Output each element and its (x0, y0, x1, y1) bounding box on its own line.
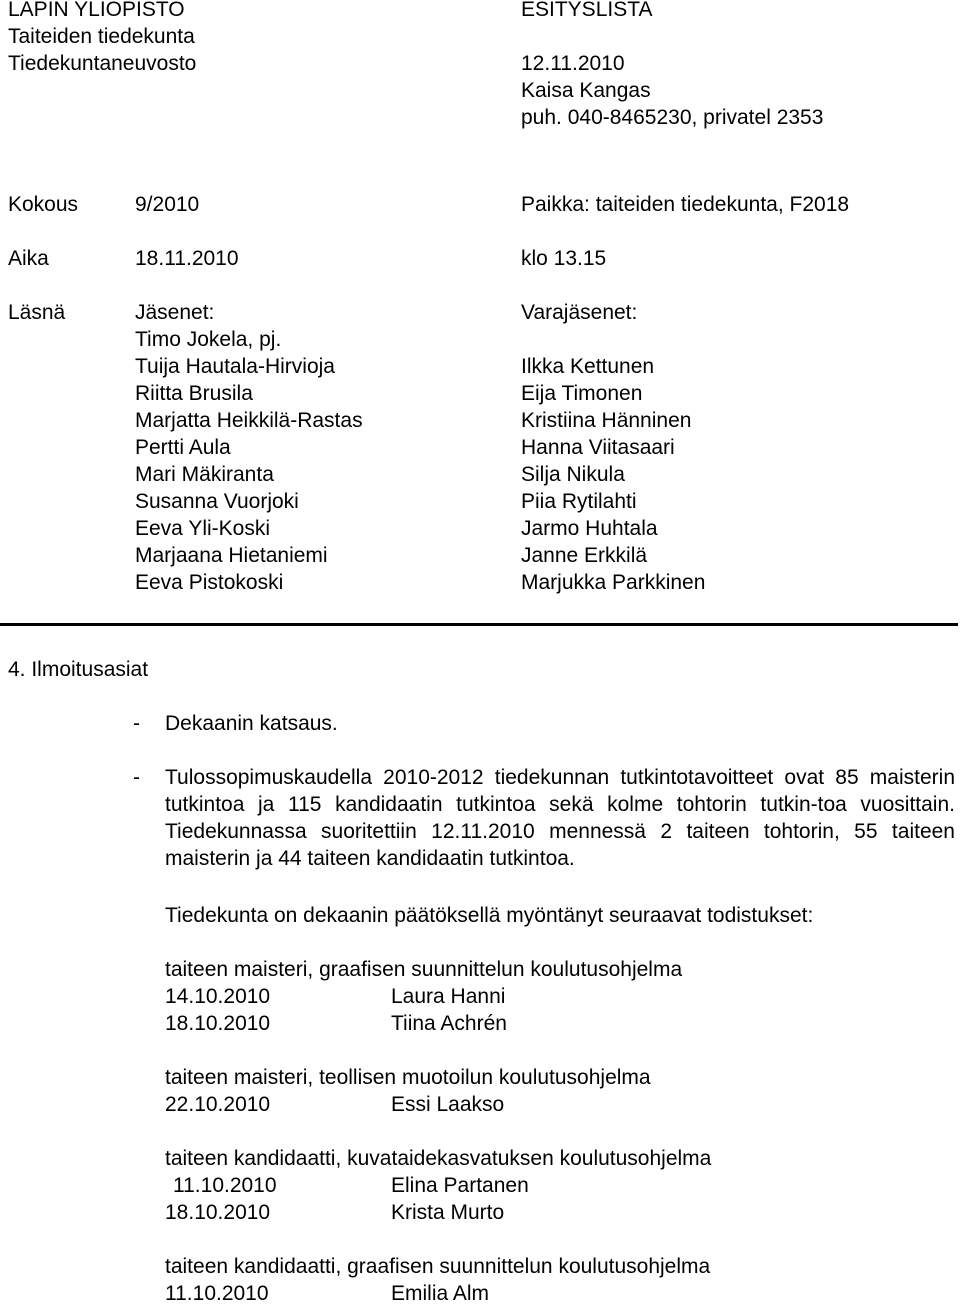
contact-name: Kaisa Kangas (521, 79, 651, 102)
present-label: Läsnä (8, 301, 66, 324)
member-name: Riitta Brusila (135, 382, 253, 405)
members-heading: Jäsenet: (135, 301, 215, 324)
member-name: Pertti Aula (135, 436, 231, 459)
meeting-label: Kokous (8, 193, 79, 216)
degree-targets-paragraph: Tulossopimuskaudella 2010-2012 tiedekunnan tutkintotavoitteet ovat 85 maisterin tutkintoa ja 115 kandidaatin tutkintoa sekä kolme tohtorin tutkin-toa vuosittain. Tiedekunnassa suoritettiin 12.11.2010 mennessä 2 taiteen tohtorin, 55 taiteen maisterin ja 44 taiteen kandidaatin tutkintoa. (165, 766, 955, 870)
meeting-time: klo 13.15 (521, 247, 607, 270)
section-divider (0, 623, 958, 626)
member-name: Marjaana Hietaniemi (135, 544, 328, 567)
document-type: ESITYSLISTA (521, 0, 653, 21)
council-name: Tiedekuntaneuvosto (8, 52, 197, 75)
bullet-dash: - (133, 766, 140, 789)
meeting-date: 18.11.2010 (135, 247, 239, 270)
graduate-name: Essi Laakso (391, 1093, 505, 1116)
program-title: taiteen maisteri, graafisen suunnittelun koulutusohjelma (165, 958, 683, 981)
deputy-name: Janne Erkkilä (521, 544, 648, 567)
meeting-number: 9/2010 (135, 193, 200, 216)
graduation-date: 11.10.2010 (165, 1282, 269, 1305)
member-name: Tuija Hautala-Hirvioja (135, 355, 335, 378)
graduation-date: 22.10.2010 (165, 1093, 271, 1116)
chair-member: Timo Jokela, pj. (135, 328, 282, 351)
member-name: Eeva Pistokoski (135, 571, 284, 594)
program-title: taiteen kandidaatti, graafisen suunnittelun koulutusohjelma (165, 1255, 711, 1278)
graduation-date: 14.10.2010 (165, 985, 271, 1008)
program-title: taiteen kandidaatti, kuvataidekasvatuksen koulutusohjelma (165, 1147, 712, 1170)
deputy-name: Piia Rytilahti (521, 490, 637, 513)
graduate-name: Elina Partanen (391, 1174, 529, 1197)
deputy-name: Kristiina Hänninen (521, 409, 692, 432)
deputies-heading: Varajäsenet: (521, 301, 638, 324)
graduate-name: Laura Hanni (391, 985, 506, 1008)
deputy-name: Jarmo Huhtala (521, 517, 658, 540)
member-name: Mari Mäkiranta (135, 463, 274, 486)
member-name: Marjatta Heikkilä-Rastas (135, 409, 363, 432)
graduate-name: Tiina Achrén (391, 1012, 507, 1035)
certificates-intro: Tiedekunta on dekaanin päätöksellä myöntänyt seuraavat todistukset: (165, 904, 814, 927)
member-name: Susanna Vuorjoki (135, 490, 299, 513)
document-date: 12.11.2010 (521, 52, 625, 75)
graduate-name: Krista Murto (391, 1201, 505, 1224)
contact-phone: puh. 040-8465230, privatel 2353 (521, 106, 824, 129)
deputy-name: Silja Nikula (521, 463, 625, 486)
bullet-dash: - (133, 712, 140, 735)
program-title: taiteen maisteri, teollisen muotoilun koulutusohjelma (165, 1066, 651, 1089)
member-name: Eeva Yli-Koski (135, 517, 271, 540)
graduation-date: 18.10.2010 (165, 1012, 271, 1035)
time-label: Aika (8, 247, 49, 270)
dean-review-item: Dekaanin katsaus. (165, 712, 338, 735)
organization-name: LAPIN YLIOPISTO (8, 0, 185, 21)
faculty-name: Taiteiden tiedekunta (8, 25, 195, 48)
graduate-name: Emilia Alm (391, 1282, 490, 1305)
meeting-location: Paikka: taiteiden tiedekunta, F2018 (521, 193, 850, 216)
deputy-name: Hanna Viitasaari (521, 436, 675, 459)
graduation-date: 11.10.2010 (173, 1174, 277, 1197)
section-title: 4. Ilmoitusasiat (8, 658, 149, 681)
deputy-name: Ilkka Kettunen (521, 355, 655, 378)
deputy-name: Marjukka Parkkinen (521, 571, 706, 594)
deputy-name: Eija Timonen (521, 382, 643, 405)
graduation-date: 18.10.2010 (165, 1201, 271, 1224)
